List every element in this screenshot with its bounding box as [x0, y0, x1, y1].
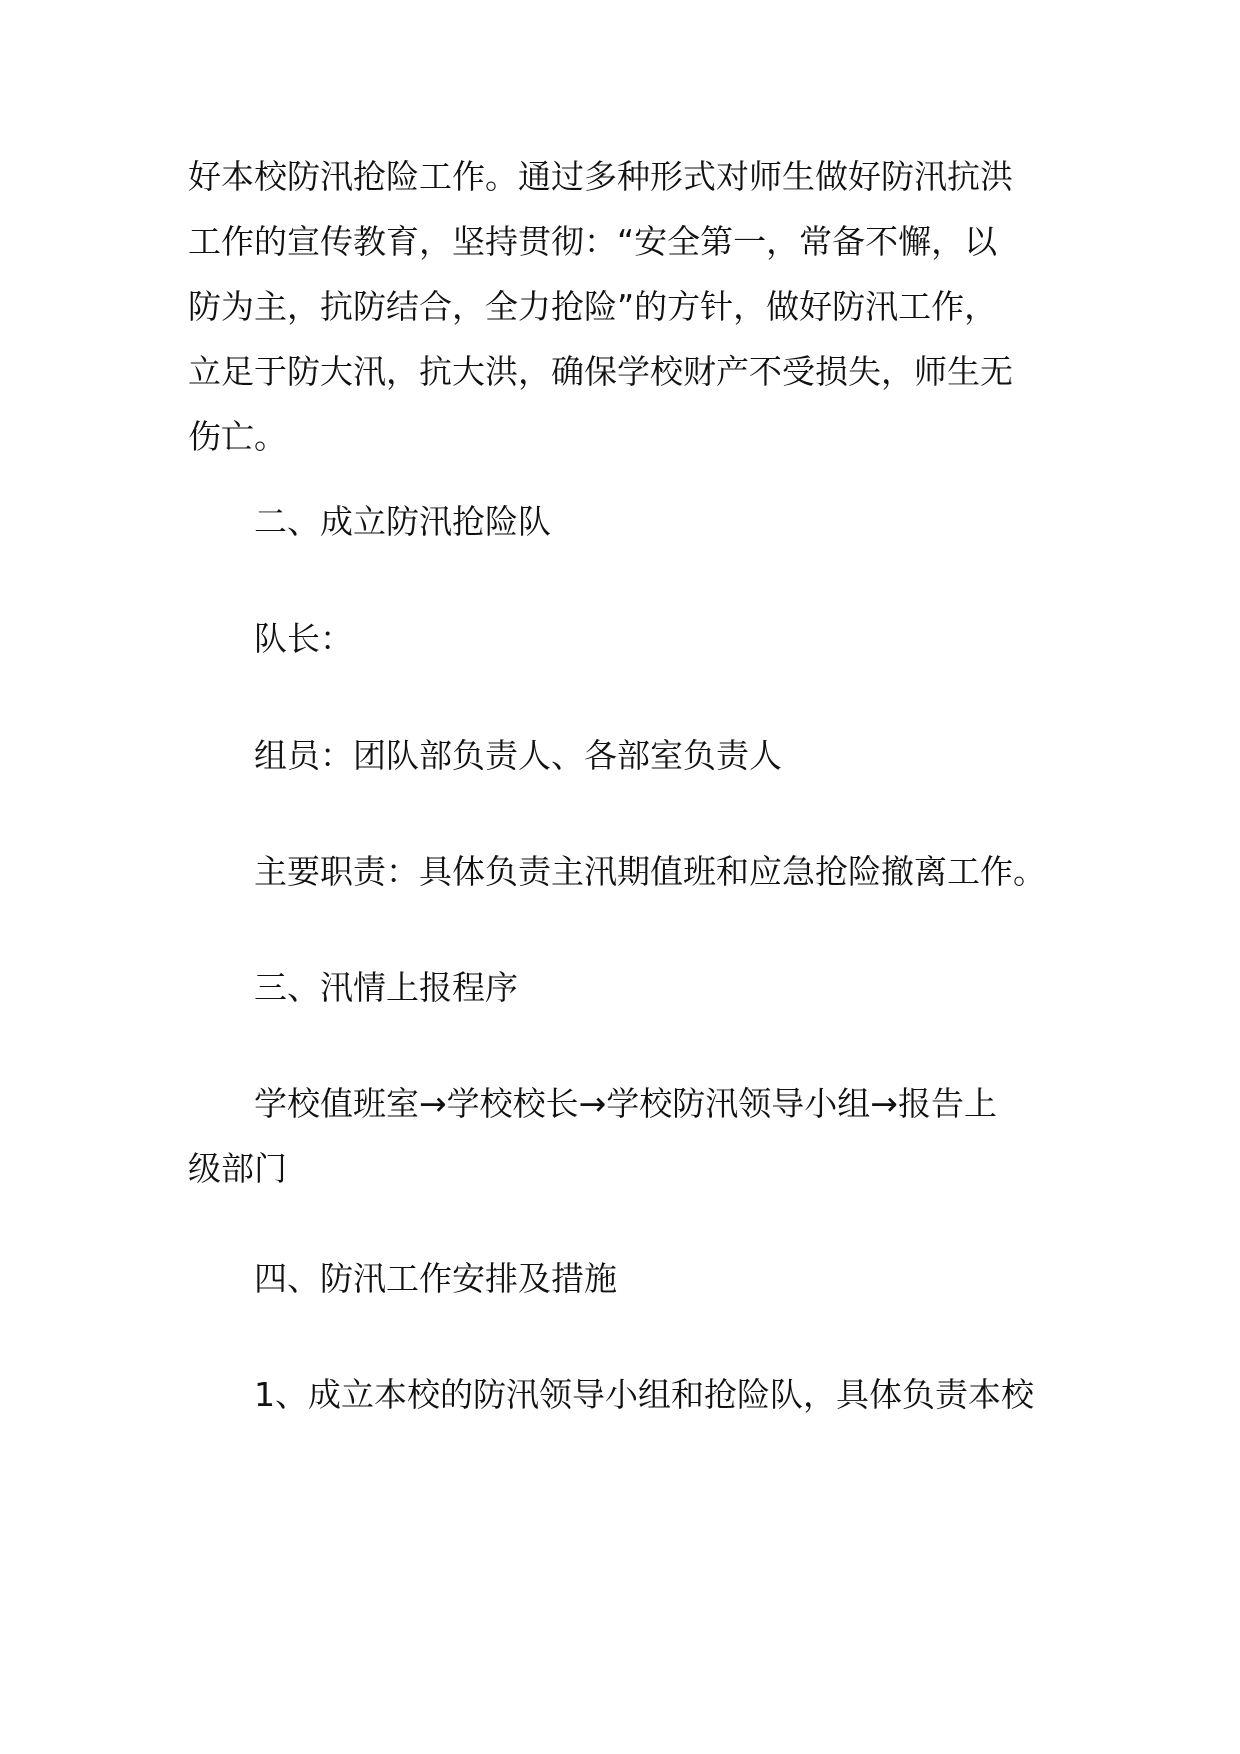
paragraph-line: 级部门 — [188, 1149, 287, 1188]
members-line: 组员：团队部负责人、各部室负责人 — [254, 736, 782, 775]
intro-paragraph — [188, 144, 1058, 469]
duties-line: 主要职责：具体负责主汛期值班和应急抢险撤离工作。 — [254, 852, 1046, 891]
paragraph-line: 伤亡。 — [188, 417, 287, 456]
paragraph-line: 学校值班室→学校校长→学校防汛领导小组→报告上 — [254, 1084, 997, 1123]
report-flow-paragraph — [188, 1071, 1058, 1201]
item-1: 1、成立本校的防汛领导小组和抢险队，具体负责本校 — [254, 1375, 1034, 1414]
paragraph-line: 立足于防大汛，抗大洪，确保学校财产不受损失，师生无 — [188, 352, 1013, 391]
captain-label: 队长： — [254, 619, 353, 658]
paragraph-line: 工作的宣传教育，坚持贯彻：“安全第一，常备不懈，以 — [188, 222, 998, 261]
section2-heading: 二、成立防汛抢险队 — [254, 502, 551, 541]
paragraph-line: 好本校防汛抢险工作。通过多种形式对师生做好防汛抗洪 — [188, 157, 1013, 196]
paragraph-line: 防为主，抗防结合，全力抢险”的方针，做好防汛工作， — [188, 287, 998, 326]
section3-heading: 三、汛情上报程序 — [254, 968, 518, 1007]
section4-heading: 四、防汛工作安排及措施 — [254, 1259, 617, 1298]
